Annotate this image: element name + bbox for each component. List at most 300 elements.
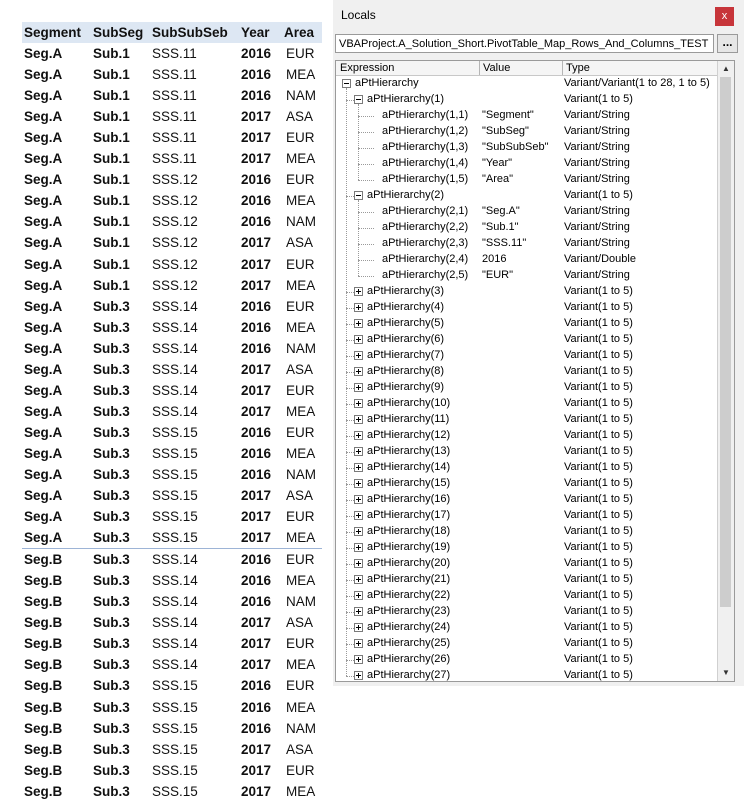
scroll-thumb[interactable] [720, 77, 731, 607]
cell-year[interactable]: 2016 [241, 214, 272, 230]
cell-area[interactable]: EUR [286, 678, 315, 694]
cell-segment[interactable]: Seg.A [24, 46, 63, 62]
expand-icon[interactable] [354, 287, 363, 296]
tree-row[interactable] [336, 236, 719, 252]
column-value[interactable]: Value [483, 62, 511, 74]
expand-icon[interactable] [354, 591, 363, 600]
value-cell[interactable]: "Sub.1" [482, 221, 519, 233]
expression-cell[interactable]: aPtHierarchy(26) [367, 653, 451, 665]
collapse-icon[interactable] [354, 95, 363, 104]
tree-row[interactable] [336, 668, 719, 682]
cell-area[interactable]: EUR [286, 509, 315, 525]
cell-subsubseb[interactable]: SSS.11 [152, 88, 197, 104]
expand-icon[interactable] [354, 559, 363, 568]
cell-year[interactable]: 2016 [241, 424, 272, 440]
tree-row[interactable] [336, 460, 719, 476]
expression-cell[interactable]: aPtHierarchy(16) [367, 493, 451, 505]
cell-segment[interactable]: Seg.A [24, 193, 63, 209]
expand-icon[interactable] [354, 319, 363, 328]
cell-area[interactable]: NAM [286, 720, 316, 736]
tree-row[interactable] [336, 396, 719, 412]
cell-year[interactable]: 2016 [241, 594, 272, 610]
cell-subsubseb[interactable]: SSS.14 [152, 340, 198, 356]
cell-area[interactable]: EUR [286, 636, 315, 652]
table-row[interactable] [22, 612, 322, 633]
cell-subseg[interactable]: Sub.1 [93, 256, 130, 272]
cell-segment[interactable]: Seg.B [24, 594, 63, 610]
value-cell[interactable]: "EUR" [482, 269, 514, 281]
tree-row[interactable] [336, 92, 719, 108]
expression-cell[interactable]: aPtHierarchy(12) [367, 429, 451, 441]
cell-area[interactable]: MEA [286, 657, 316, 673]
cell-subseg[interactable]: Sub.3 [93, 382, 130, 398]
tree-row[interactable] [336, 524, 719, 540]
header-year[interactable]: Year [241, 25, 270, 40]
cell-subseg[interactable]: Sub.3 [93, 678, 130, 694]
table-row[interactable] [22, 675, 322, 696]
tree-row[interactable] [336, 380, 719, 396]
cell-subseg[interactable]: Sub.1 [93, 172, 130, 188]
scroll-down-icon[interactable]: ▼ [722, 668, 730, 677]
cell-area[interactable]: MEA [286, 319, 316, 335]
cell-year[interactable]: 2017 [241, 530, 272, 546]
expression-cell[interactable]: aPtHierarchy(2,4) [382, 253, 469, 265]
expand-icon[interactable] [354, 511, 363, 520]
cell-segment[interactable]: Seg.A [24, 235, 63, 251]
tree-row[interactable] [336, 444, 719, 460]
cell-year[interactable]: 2016 [241, 720, 272, 736]
expression-cell[interactable]: aPtHierarchy(24) [367, 621, 451, 633]
cell-segment[interactable]: Seg.B [24, 678, 63, 694]
cell-year[interactable]: 2017 [241, 130, 272, 146]
expand-icon[interactable] [354, 463, 363, 472]
cell-subseg[interactable]: Sub.3 [93, 340, 130, 356]
tree-row[interactable] [336, 348, 719, 364]
tree-row[interactable] [336, 204, 719, 220]
expression-cell[interactable]: aPtHierarchy(11) [367, 413, 450, 425]
cell-subsubseb[interactable]: SSS.14 [152, 319, 198, 335]
expand-icon[interactable] [354, 527, 363, 536]
cell-area[interactable]: ASA [286, 615, 314, 631]
cell-area[interactable]: MEA [286, 67, 316, 83]
cell-year[interactable]: 2017 [241, 509, 272, 525]
tree-row[interactable] [336, 268, 719, 284]
expression-cell[interactable]: aPtHierarchy(4) [367, 301, 445, 313]
expand-icon[interactable] [354, 303, 363, 312]
scroll-up-icon[interactable]: ▲ [722, 64, 730, 73]
expression-cell[interactable]: aPtHierarchy(18) [367, 525, 451, 537]
expression-cell[interactable]: aPtHierarchy(2,2) [382, 221, 469, 233]
cell-segment[interactable]: Seg.A [24, 88, 63, 104]
close-icon[interactable]: x [715, 7, 734, 26]
cell-subsubseb[interactable]: SSS.15 [152, 783, 198, 799]
table-row[interactable] [22, 106, 322, 127]
column-type[interactable]: Type [566, 62, 590, 74]
cell-segment[interactable]: Seg.A [24, 67, 63, 83]
cell-subseg[interactable]: Sub.3 [93, 509, 130, 525]
tree-row[interactable] [336, 172, 719, 188]
cell-subseg[interactable]: Sub.3 [93, 319, 130, 335]
table-row[interactable] [22, 296, 322, 317]
expression-cell[interactable]: aPtHierarchy(25) [367, 637, 451, 649]
cell-area[interactable]: MEA [286, 403, 316, 419]
cell-subseg[interactable]: Sub.3 [93, 573, 130, 589]
cell-subseg[interactable]: Sub.3 [93, 615, 130, 631]
cell-subsubseb[interactable]: SSS.14 [152, 594, 198, 610]
cell-area[interactable]: ASA [286, 488, 314, 504]
table-row[interactable] [22, 548, 322, 570]
cell-subseg[interactable]: Sub.1 [93, 214, 130, 230]
tree-row[interactable] [336, 556, 719, 572]
table-row[interactable] [22, 401, 322, 422]
cell-subsubseb[interactable]: SSS.15 [152, 720, 198, 736]
call-stack-button[interactable]: ... [717, 34, 738, 53]
cell-subseg[interactable]: Sub.1 [93, 67, 130, 83]
cell-area[interactable]: NAM [286, 466, 316, 482]
cell-subseg[interactable]: Sub.3 [93, 699, 130, 715]
cell-subseg[interactable]: Sub.1 [93, 193, 130, 209]
expand-icon[interactable] [354, 575, 363, 584]
cell-subsubseb[interactable]: SSS.14 [152, 573, 198, 589]
value-cell[interactable]: 2016 [482, 253, 507, 265]
expression-cell[interactable]: aPtHierarchy(6) [367, 333, 445, 345]
cell-subsubseb[interactable]: SSS.15 [152, 699, 198, 715]
expand-icon[interactable] [354, 655, 363, 664]
cell-segment[interactable]: Seg.B [24, 573, 63, 589]
cell-year[interactable]: 2017 [241, 151, 272, 167]
cell-segment[interactable]: Seg.B [24, 552, 63, 568]
cell-year[interactable]: 2016 [241, 319, 272, 335]
tree-row[interactable] [336, 508, 719, 524]
table-row[interactable] [22, 43, 322, 64]
cell-subseg[interactable]: Sub.1 [93, 151, 130, 167]
expand-icon[interactable] [354, 399, 363, 408]
cell-year[interactable]: 2017 [241, 403, 272, 419]
cell-area[interactable]: EUR [286, 298, 315, 314]
cell-subsubseb[interactable]: SSS.12 [152, 172, 198, 188]
cell-segment[interactable]: Seg.B [24, 783, 63, 799]
table-row[interactable] [22, 760, 322, 781]
table-row[interactable] [22, 654, 322, 675]
cell-subsubseb[interactable]: SSS.11 [152, 151, 197, 167]
tree-row[interactable] [336, 332, 719, 348]
table-row[interactable] [22, 422, 322, 443]
expand-icon[interactable] [354, 671, 363, 680]
expression-cell[interactable]: aPtHierarchy(14) [367, 461, 451, 473]
cell-subsubseb[interactable]: SSS.14 [152, 382, 198, 398]
cell-subseg[interactable]: Sub.1 [93, 88, 130, 104]
cell-subseg[interactable]: Sub.3 [93, 466, 130, 482]
cell-area[interactable]: EUR [286, 552, 315, 568]
expression-cell[interactable]: aPtHierarchy(5) [367, 317, 445, 329]
value-cell[interactable]: "Segment" [482, 109, 534, 121]
collapse-icon[interactable] [354, 191, 363, 200]
table-row[interactable] [22, 506, 322, 527]
cell-year[interactable]: 2017 [241, 783, 272, 799]
expand-icon[interactable] [354, 383, 363, 392]
expand-icon[interactable] [354, 639, 363, 648]
cell-segment[interactable]: Seg.A [24, 172, 63, 188]
cell-subsubseb[interactable]: SSS.14 [152, 361, 198, 377]
cell-segment[interactable]: Seg.B [24, 615, 63, 631]
expand-icon[interactable] [354, 479, 363, 488]
cell-subseg[interactable]: Sub.3 [93, 636, 130, 652]
cell-subsubseb[interactable]: SSS.15 [152, 445, 198, 461]
expression-cell[interactable]: aPtHierarchy(2,5) [382, 269, 469, 281]
cell-area[interactable]: NAM [286, 214, 316, 230]
tree-row[interactable] [336, 76, 719, 92]
cell-area[interactable]: EUR [286, 172, 315, 188]
tree-row[interactable] [336, 252, 719, 268]
cell-segment[interactable]: Seg.A [24, 382, 63, 398]
tree-row[interactable] [336, 220, 719, 236]
expression-cell[interactable]: aPtHierarchy [355, 77, 419, 89]
cell-subseg[interactable]: Sub.3 [93, 530, 130, 546]
cell-segment[interactable]: Seg.A [24, 130, 63, 146]
tree-row[interactable] [336, 620, 719, 636]
tree-row[interactable] [336, 300, 719, 316]
cell-area[interactable]: MEA [286, 193, 316, 209]
cell-segment[interactable]: Seg.B [24, 636, 63, 652]
cell-segment[interactable]: Seg.A [24, 151, 63, 167]
tree-row[interactable] [336, 124, 719, 140]
table-row[interactable] [22, 527, 322, 548]
cell-subsubseb[interactable]: SSS.15 [152, 741, 198, 757]
expression-cell[interactable]: aPtHierarchy(3) [367, 285, 445, 297]
cell-segment[interactable]: Seg.A [24, 488, 63, 504]
cell-subsubseb[interactable]: SSS.12 [152, 256, 198, 272]
tree-row[interactable] [336, 428, 719, 444]
expression-cell[interactable]: aPtHierarchy(27) [367, 669, 451, 681]
expression-cell[interactable]: aPtHierarchy(1,1) [382, 109, 469, 121]
tree-row[interactable] [336, 284, 719, 300]
cell-segment[interactable]: Seg.A [24, 214, 63, 230]
cell-area[interactable]: MEA [286, 530, 316, 546]
expression-cell[interactable]: aPtHierarchy(9) [367, 381, 445, 393]
expand-icon[interactable] [354, 335, 363, 344]
cell-area[interactable]: MEA [286, 699, 316, 715]
cell-segment[interactable]: Seg.A [24, 509, 63, 525]
cell-segment[interactable]: Seg.A [24, 340, 63, 356]
expand-icon[interactable] [354, 623, 363, 632]
table-row[interactable] [22, 739, 322, 760]
cell-subsubseb[interactable]: SSS.12 [152, 235, 198, 251]
cell-subseg[interactable]: Sub.3 [93, 783, 130, 799]
cell-subseg[interactable]: Sub.1 [93, 277, 130, 293]
expression-cell[interactable]: aPtHierarchy(15) [367, 477, 451, 489]
table-row[interactable] [22, 127, 322, 148]
cell-year[interactable]: 2016 [241, 552, 272, 568]
cell-year[interactable]: 2017 [241, 488, 272, 504]
expression-cell[interactable]: aPtHierarchy(10) [367, 397, 451, 409]
cell-area[interactable]: EUR [286, 762, 315, 778]
cell-subsubseb[interactable]: SSS.11 [152, 130, 197, 146]
cell-subsubseb[interactable]: SSS.11 [152, 109, 197, 125]
cell-year[interactable]: 2016 [241, 699, 272, 715]
expression-cell[interactable]: aPtHierarchy(13) [367, 445, 451, 457]
expand-icon[interactable] [354, 607, 363, 616]
expand-icon[interactable] [354, 543, 363, 552]
cell-subsubseb[interactable]: SSS.14 [152, 615, 198, 631]
cell-segment[interactable]: Seg.A [24, 319, 63, 335]
collapse-icon[interactable] [342, 79, 351, 88]
cell-segment[interactable]: Seg.B [24, 720, 63, 736]
cell-year[interactable]: 2016 [241, 678, 272, 694]
table-row[interactable] [22, 254, 322, 275]
table-row[interactable] [22, 190, 322, 211]
cell-segment[interactable]: Seg.B [24, 699, 63, 715]
cell-year[interactable]: 2017 [241, 762, 272, 778]
cell-subseg[interactable]: Sub.3 [93, 720, 130, 736]
cell-area[interactable]: MEA [286, 277, 316, 293]
tree-row[interactable] [336, 316, 719, 332]
cell-subsubseb[interactable]: SSS.15 [152, 678, 198, 694]
cell-segment[interactable]: Seg.A [24, 403, 63, 419]
cell-year[interactable]: 2017 [241, 361, 272, 377]
cell-segment[interactable]: Seg.A [24, 466, 63, 482]
cell-area[interactable]: ASA [286, 741, 314, 757]
value-cell[interactable]: "Area" [482, 173, 514, 185]
cell-subseg[interactable]: Sub.3 [93, 594, 130, 610]
cell-area[interactable]: MEA [286, 573, 316, 589]
expand-icon[interactable] [354, 415, 363, 424]
header-subseg[interactable]: SubSeg [93, 25, 144, 40]
cell-subseg[interactable]: Sub.3 [93, 298, 130, 314]
tree-row[interactable] [336, 108, 719, 124]
tree-row[interactable] [336, 364, 719, 380]
cell-area[interactable]: MEA [286, 151, 316, 167]
cell-subseg[interactable]: Sub.1 [93, 235, 130, 251]
expression-cell[interactable]: aPtHierarchy(1,4) [382, 157, 469, 169]
cell-subsubseb[interactable]: SSS.15 [152, 424, 198, 440]
cell-segment[interactable]: Seg.B [24, 741, 63, 757]
expression-cell[interactable]: aPtHierarchy(20) [367, 557, 451, 569]
cell-segment[interactable]: Seg.A [24, 361, 63, 377]
value-cell[interactable]: "SubSeg" [482, 125, 529, 137]
column-divider[interactable] [562, 61, 563, 75]
cell-subseg[interactable]: Sub.3 [93, 552, 130, 568]
cell-area[interactable]: ASA [286, 109, 314, 125]
cell-year[interactable]: 2017 [241, 235, 272, 251]
value-cell[interactable]: "SubSubSeb" [482, 141, 549, 153]
expression-cell[interactable]: aPtHierarchy(8) [367, 365, 445, 377]
cell-year[interactable]: 2016 [241, 88, 272, 104]
table-row[interactable] [22, 380, 322, 401]
cell-segment[interactable]: Seg.A [24, 424, 63, 440]
expand-icon[interactable] [354, 367, 363, 376]
table-row[interactable] [22, 211, 322, 232]
table-row[interactable] [22, 232, 322, 253]
cell-year[interactable]: 2016 [241, 445, 272, 461]
cell-area[interactable]: EUR [286, 46, 315, 62]
table-row[interactable] [22, 697, 322, 718]
cell-subsubseb[interactable]: SSS.15 [152, 762, 198, 778]
cell-area[interactable]: MEA [286, 445, 316, 461]
expand-icon[interactable] [354, 495, 363, 504]
cell-subseg[interactable]: Sub.3 [93, 424, 130, 440]
cell-year[interactable]: 2016 [241, 298, 272, 314]
cell-year[interactable]: 2016 [241, 340, 272, 356]
table-row[interactable] [22, 64, 322, 85]
tree-row[interactable] [336, 636, 719, 652]
expand-icon[interactable] [354, 431, 363, 440]
table-row[interactable] [22, 275, 322, 296]
cell-year[interactable]: 2017 [241, 256, 272, 272]
cell-subseg[interactable]: Sub.3 [93, 488, 130, 504]
expression-cell[interactable]: aPtHierarchy(1) [367, 93, 445, 105]
tree-row[interactable] [336, 588, 719, 604]
cell-area[interactable]: ASA [286, 235, 314, 251]
tree-row[interactable] [336, 604, 719, 620]
cell-year[interactable]: 2017 [241, 277, 272, 293]
tree-row[interactable] [336, 492, 719, 508]
expression-cell[interactable]: aPtHierarchy(19) [367, 541, 451, 553]
cell-segment[interactable]: Seg.A [24, 109, 63, 125]
table-row[interactable] [22, 443, 322, 464]
tree-row[interactable] [336, 156, 719, 172]
tree-row[interactable] [336, 652, 719, 668]
expand-icon[interactable] [354, 351, 363, 360]
cell-subseg[interactable]: Sub.3 [93, 445, 130, 461]
table-row[interactable] [22, 169, 322, 190]
cell-area[interactable]: ASA [286, 361, 314, 377]
cell-subseg[interactable]: Sub.1 [93, 109, 130, 125]
cell-subseg[interactable]: Sub.3 [93, 762, 130, 778]
expression-cell[interactable]: aPtHierarchy(1,5) [382, 173, 469, 185]
cell-subsubseb[interactable]: SSS.15 [152, 466, 198, 482]
cell-subseg[interactable]: Sub.3 [93, 741, 130, 757]
cell-subsubseb[interactable]: SSS.14 [152, 403, 198, 419]
cell-subseg[interactable]: Sub.1 [93, 130, 130, 146]
expression-cell[interactable]: aPtHierarchy(2,1) [382, 205, 469, 217]
cell-area[interactable]: EUR [286, 424, 315, 440]
cell-area[interactable]: NAM [286, 340, 316, 356]
table-row[interactable] [22, 317, 322, 338]
cell-subsubseb[interactable]: SSS.15 [152, 488, 198, 504]
tree-row[interactable] [336, 140, 719, 156]
table-row[interactable] [22, 464, 322, 485]
header-area[interactable]: Area [284, 25, 315, 40]
cell-area[interactable]: EUR [286, 256, 315, 272]
cell-area[interactable]: NAM [286, 594, 316, 610]
column-expression[interactable]: Expression [340, 62, 395, 74]
cell-year[interactable]: 2016 [241, 67, 272, 83]
cell-area[interactable]: MEA [286, 783, 316, 799]
table-row[interactable] [22, 359, 322, 380]
table-row[interactable] [22, 591, 322, 612]
table-row[interactable] [22, 718, 322, 739]
expression-cell[interactable]: aPtHierarchy(2) [367, 189, 445, 201]
vertical-scrollbar[interactable] [717, 61, 734, 681]
expression-cell[interactable]: aPtHierarchy(2,3) [382, 237, 469, 249]
cell-segment[interactable]: Seg.A [24, 298, 63, 314]
cell-subsubseb[interactable]: SSS.15 [152, 530, 198, 546]
cell-area[interactable]: EUR [286, 130, 315, 146]
tree-row[interactable] [336, 572, 719, 588]
table-row[interactable] [22, 570, 322, 591]
cell-subsubseb[interactable]: SSS.12 [152, 277, 198, 293]
cell-subsubseb[interactable]: SSS.14 [152, 636, 198, 652]
cell-segment[interactable]: Seg.B [24, 762, 63, 778]
tree-row[interactable] [336, 540, 719, 556]
table-row[interactable] [22, 85, 322, 106]
value-cell[interactable]: "SSS.11" [482, 237, 527, 249]
cell-area[interactable]: EUR [286, 382, 315, 398]
value-cell[interactable]: "Seg.A" [482, 205, 520, 217]
cell-segment[interactable]: Seg.A [24, 256, 63, 272]
cell-segment[interactable]: Seg.A [24, 445, 63, 461]
table-row[interactable] [22, 338, 322, 359]
